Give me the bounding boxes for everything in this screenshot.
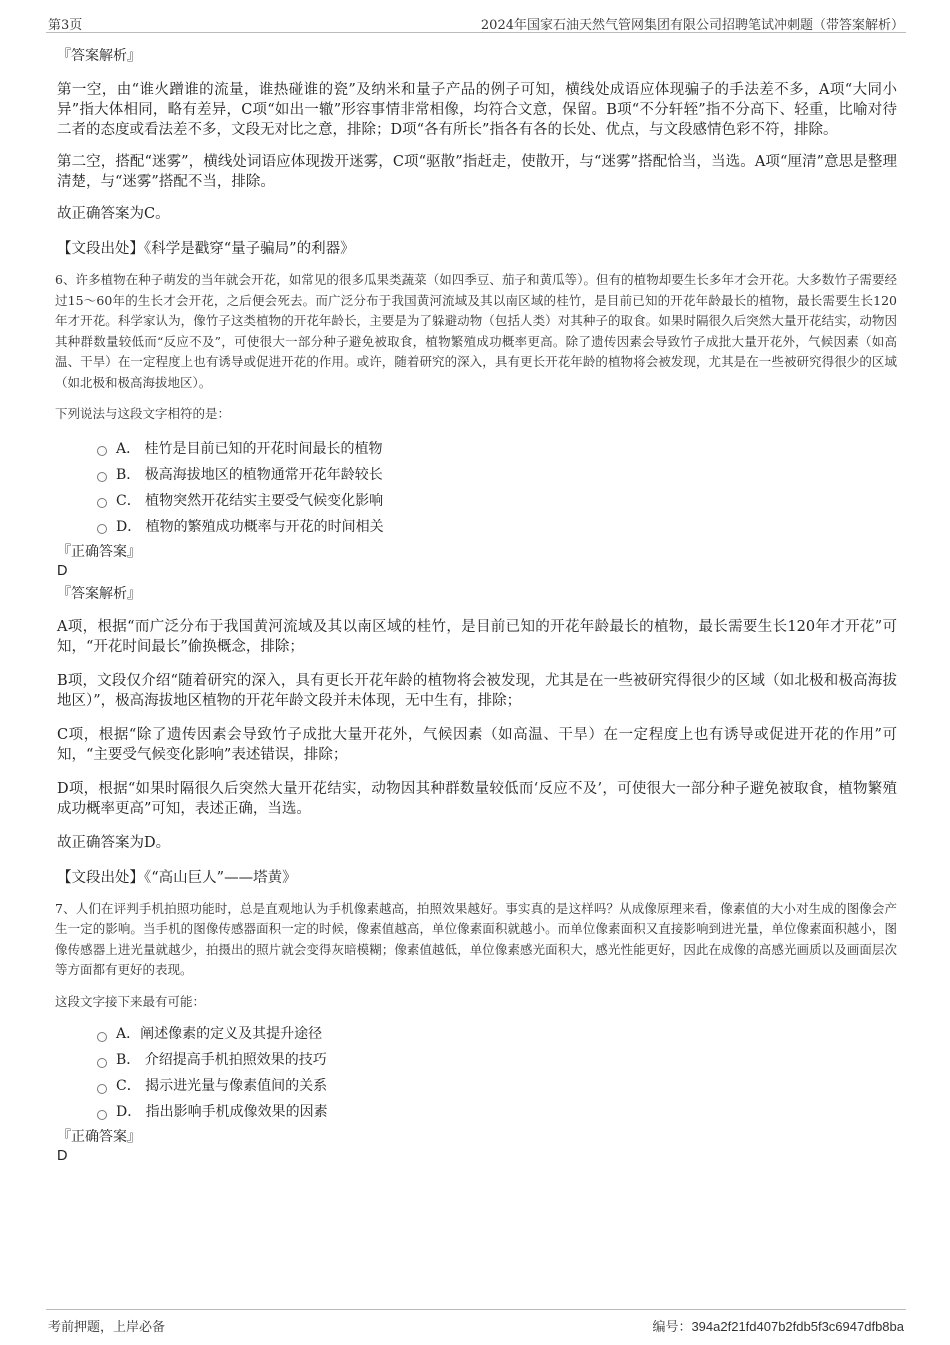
document-id-label: 编号：: [652, 1320, 692, 1335]
radio-icon[interactable]: [97, 1084, 107, 1094]
option-d[interactable]: [97, 1099, 897, 1125]
analysis-paragraph: 第一空，由“谁火蹭谁的流量，谁热碰谁的瓷”及纳米和量子产品的例子可知，横线处成语应体现骗子的手法差不多，A项“大同小异”指大体相同，略有差异，C项“如出一辙”形容事情非常相像，均符合文意，保留。B项“不分轩轾”指不分高下、轻重，比喻对待二者的态度或看法差不多，文段无对比之意，排除；D项“各有所长”指各有各的长处、优点，与文段感情色彩不符，排除。: [57, 82, 897, 138]
analysis-paragraph: 第二空，搭配“迷雾”，横线处词语应体现拨开迷雾，C项“驱散”指赶走，使散开，与“迷雾”搭配恰当，当选。A项“厘清”意思是整理清楚，与“迷雾”搭配不当，排除。: [57, 154, 897, 190]
analysis-paragraph: A项，根据“而广泛分布于我国黄河流域及其以南区域的桂竹，是目前已知的开花年龄最长的植物，最长需要生长120年才开花”可知，“开花时间最长”偷换概念，排除；: [57, 618, 897, 655]
correct-answer-label: 『正确答案』: [57, 1129, 141, 1145]
document-id: [652, 1316, 904, 1335]
analysis-paragraph: B项，文段仅介绍“随着研究的深入，具有更长开花年龄的植物将会被发现，尤其是在一些被研究得很少的区域（如北极和极高海拔地区）”，极高海拔地区植物的开花年龄文段并未体现，无中生有，排除；: [57, 672, 897, 709]
page-header: [46, 12, 906, 33]
question-prompt: 下列说法与这段文字相符的是：: [55, 406, 231, 421]
option-list: [97, 436, 897, 540]
analysis-paragraph: C项，根据“除了遗传因素会导致竹子成批大量开花外，气候因素（如高温、干旱）在一定程度上也有诱导或促进开花的作用”可知，“主要受气候变化影响”表述错误，排除；: [57, 726, 897, 763]
document-id-value: 394a2f21fd407b2fdb5f3c6947dfb8ba: [691, 1319, 904, 1334]
radio-icon[interactable]: [97, 524, 107, 534]
passage-source: 【文段出处】《科学是戳穿“量子骗局”的利器》: [57, 241, 355, 257]
option-b[interactable]: [97, 462, 897, 488]
correct-answer: D: [57, 1148, 68, 1164]
answer-conclusion: 故正确答案为D。: [57, 834, 171, 851]
footer-slogan: 考前押题，上岸必备: [48, 1320, 166, 1335]
option-label: B． 极高海拔地区的植物通常开花年龄较长: [116, 466, 383, 483]
option-label: A．阐述像素的定义及其提升途径: [116, 1026, 323, 1042]
document-title: 2024年国家石油天然气管网集团有限公司招聘笔试冲刺题（带答案解析）: [480, 18, 904, 33]
question-text: 7、人们在评判手机拍照功能时，总是直观地认为手机像素越高，拍照效果越好。事实真的是这样吗？从成像原理来看，像素值的大小对生成的图像会产生一定的影响。当手机的图像传感器面积一定的时候，像素值越高，单位像素面积就越小。而单位像素面积又直接影响到进光量，单位像素面积越小，图像传感器上进光量就越少，拍摄出的照片就会变得灰暗模糊；像素值越低，单位像素感光面积大，感光性能更好，因此在成像的高感光画质以及画面层次等方面都有更好的表现。: [55, 900, 897, 977]
page-number: 第3页: [48, 18, 83, 33]
option-d[interactable]: [97, 514, 897, 540]
page-footer: [46, 1309, 906, 1340]
radio-icon[interactable]: [97, 1058, 107, 1068]
option-list: [97, 1021, 897, 1125]
page-content: [57, 46, 897, 1165]
option-label: D． 植物的繁殖成功概率与开花的时间相关: [116, 518, 384, 535]
option-label: D． 指出影响手机成像效果的因素: [116, 1104, 328, 1120]
option-c[interactable]: [97, 488, 897, 514]
correct-answer: D: [57, 562, 68, 579]
radio-icon[interactable]: [97, 446, 107, 456]
option-label: C． 揭示进光量与像素值间的关系: [116, 1078, 328, 1094]
radio-icon[interactable]: [97, 1032, 107, 1042]
answer-analysis-label: 『答案解析』: [57, 585, 141, 602]
option-a[interactable]: [97, 436, 897, 462]
option-c[interactable]: [97, 1073, 897, 1099]
option-b[interactable]: [97, 1047, 897, 1073]
option-label: C． 植物突然开花结实主要受气候变化影响: [116, 492, 384, 509]
radio-icon[interactable]: [97, 1110, 107, 1120]
question-text: 6、许多植物在种子萌发的当年就会开花，如常见的很多瓜果类蔬菜（如四季豆、茄子和黄瓜等）。但有的植物却要生长多年才会开花。大多数竹子需要经过15～60年的生长才会开花，之后便会死去。而广泛分布于我国黄河流域及其以南区域的桂竹，是目前已知的开花年龄最长的植物，最长需要生长120年才开花。科学家认为，像竹子这类植物的开花年龄长，主要是为了躲避动物（包括人类）对其种子的取食。如果时隔很久后突然大量开花结实，动物因其种群数量较低而“反应不及”，可使很大一部分种子避免被取食，植物繁殖成功概率更高。除了遗传因素会导致竹子成批大量开花外，气候因素（如高温、干旱）在一定程度上也有诱导或促进开花的作用。或许，随着研究的深入，具有更长开花年龄的植物将会被发现，尤其是在一些被研究得很少的区域（如北极和极高海拔地区）。: [55, 272, 897, 390]
passage-source: 【文段出处】《“高山巨人”——塔黄》: [57, 869, 297, 886]
radio-icon[interactable]: [97, 472, 107, 482]
question-prompt: 这段文字接下来最有可能：: [55, 993, 206, 1009]
radio-icon[interactable]: [97, 498, 107, 508]
correct-answer-label: 『正确答案』: [57, 543, 141, 560]
analysis-paragraph: D项，根据“如果时隔很久后突然大量开花结实，动物因其种群数量较低而‘反应不及’，可使很大一部分种子避免被取食，植物繁殖成功概率更高”可知，表述正确，当选。: [57, 780, 897, 817]
option-label: B． 介绍提高手机拍照效果的技巧: [116, 1052, 327, 1068]
answer-conclusion: 故正确答案为C。: [57, 206, 170, 222]
option-a[interactable]: [97, 1021, 897, 1047]
answer-analysis-label: 『答案解析』: [57, 48, 141, 64]
option-label: A． 桂竹是目前已知的开花时间最长的植物: [116, 440, 383, 457]
